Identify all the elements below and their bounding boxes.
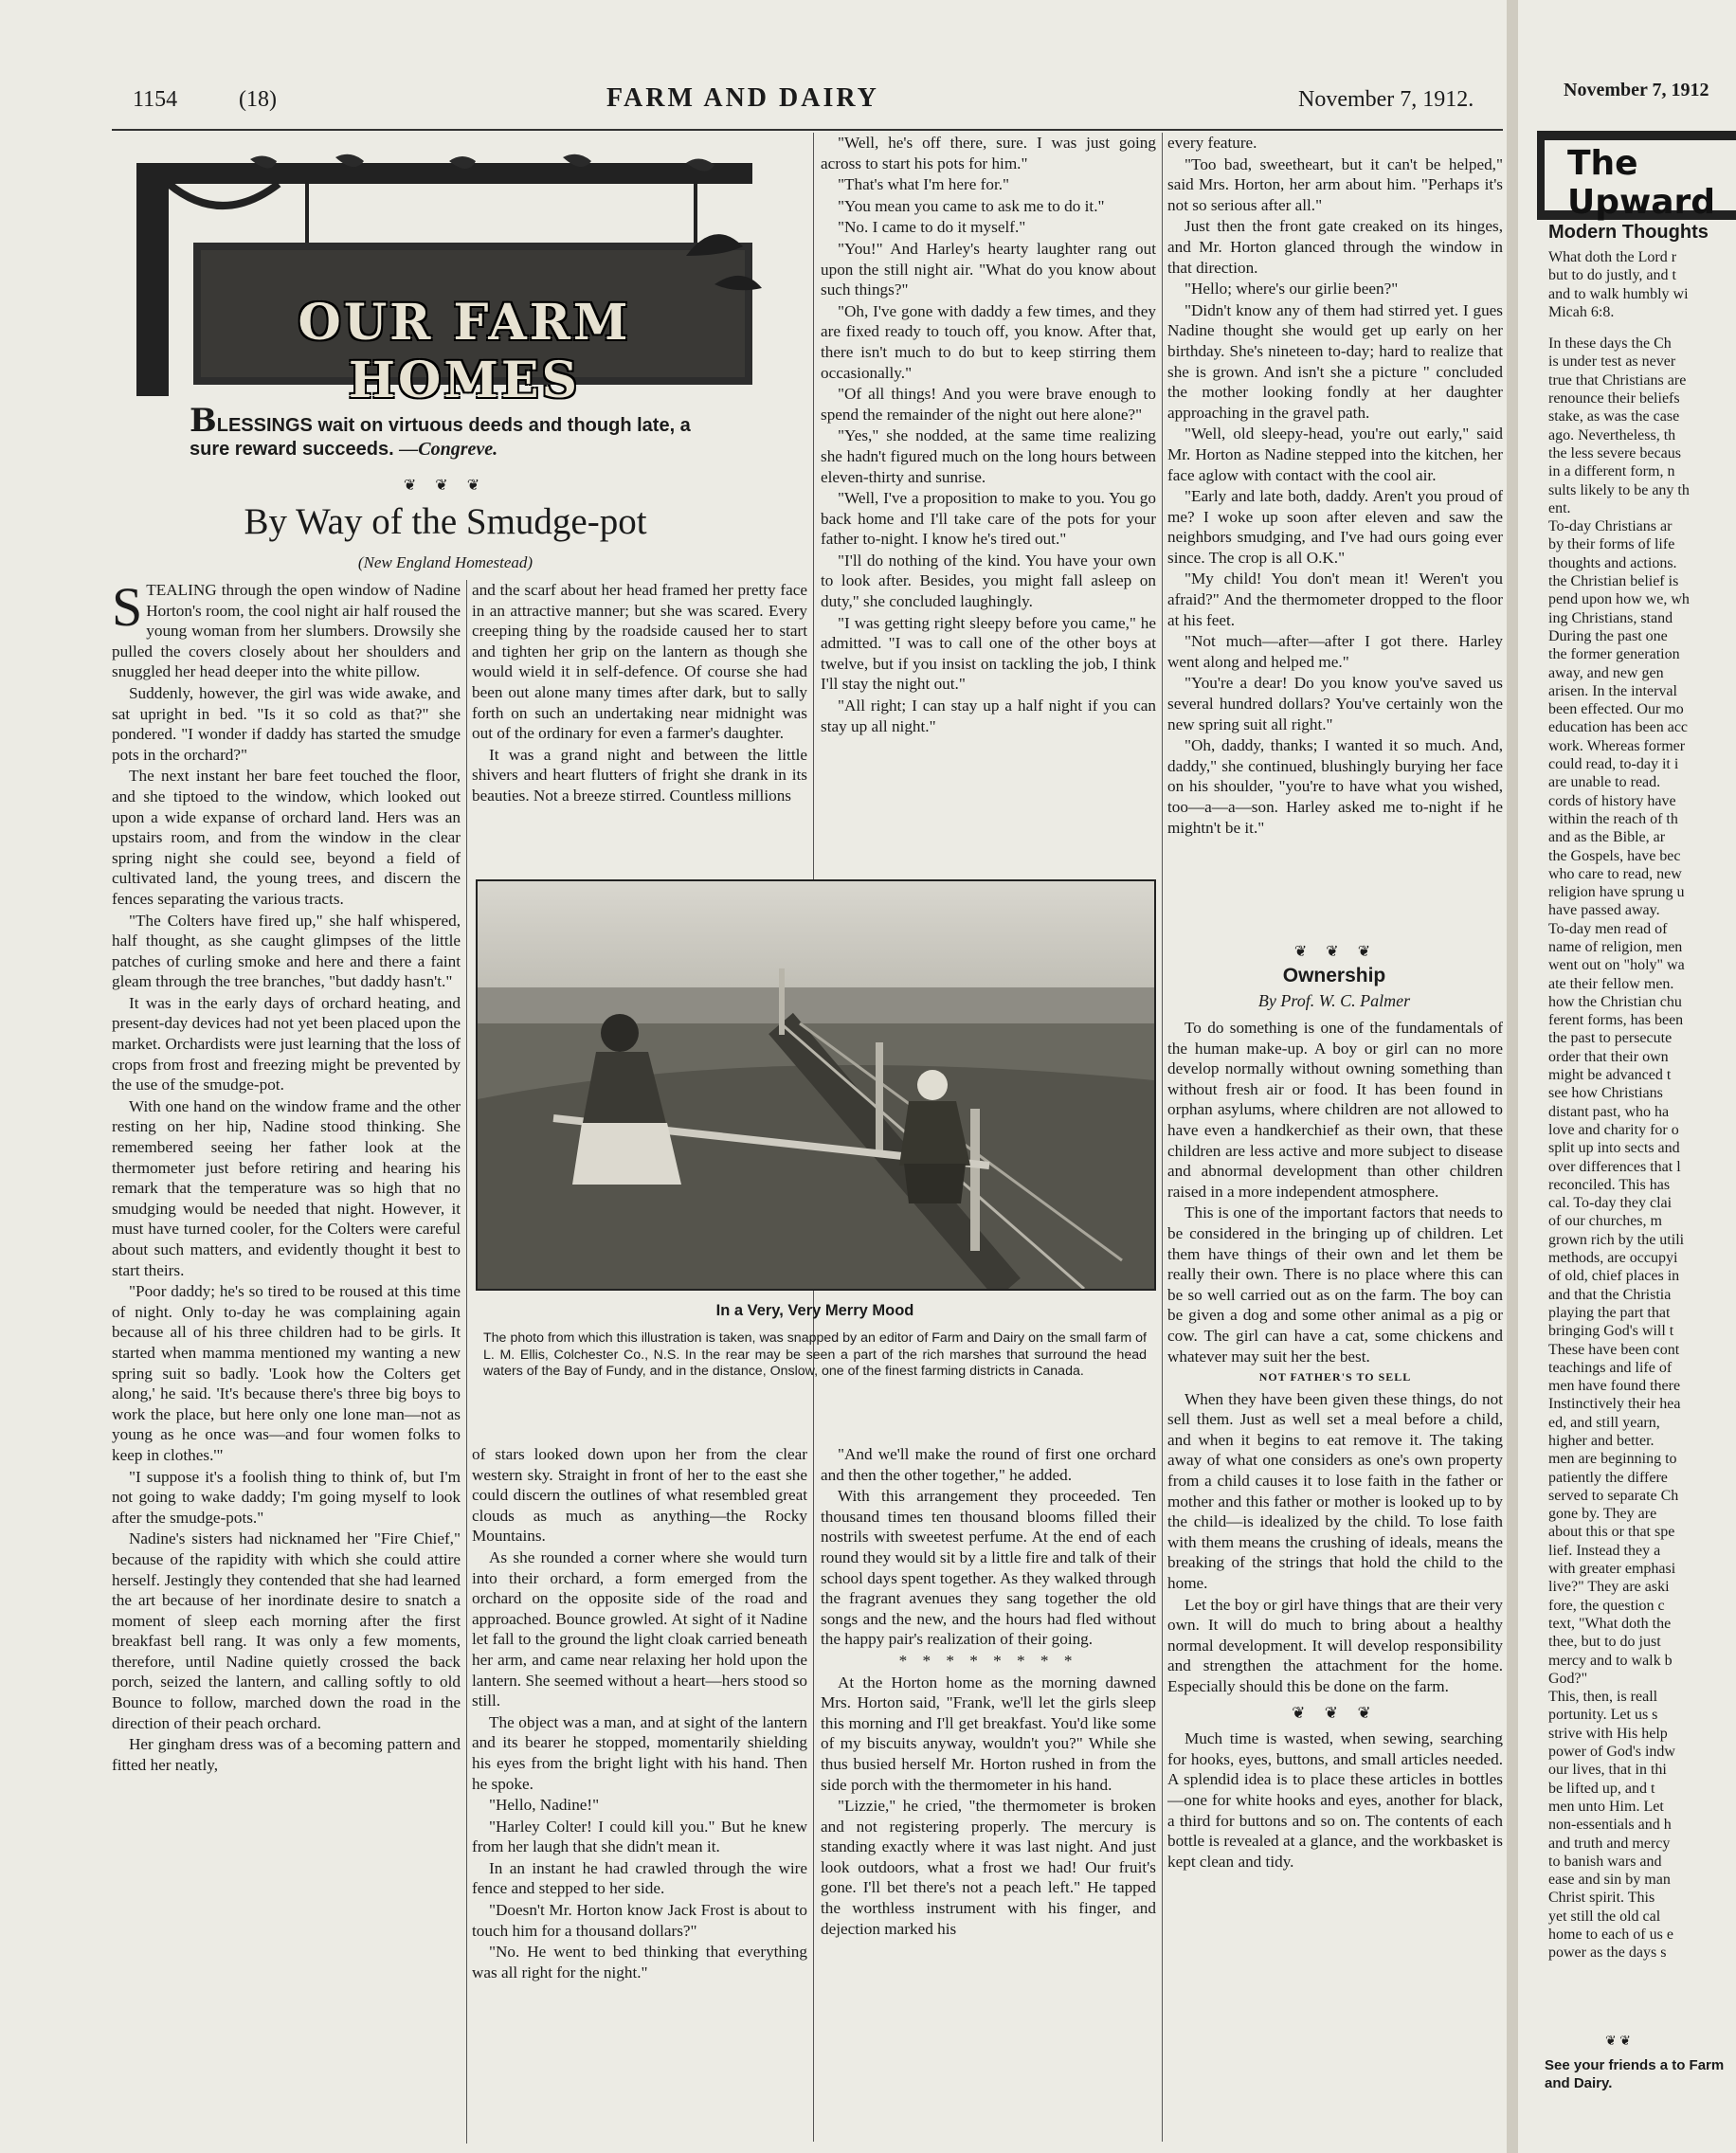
ownership-subhead: NOT FATHER'S TO SELL [1258, 1370, 1412, 1384]
paragraph: "Early and late both, daddy. Aren't you proud of me? I woke up soon after eleven and saw the neighbors smudging, and I've had ours going ever since. The crop is all O.K." [1167, 487, 1503, 567]
paragraph: "Poor daddy; he's so tired to be roused at this time of night. Only to-day he was complaining again because all of his three children had to be girls. It started when mamma mentioned my wanting a new spring suit so badly. 'Look how the Colters get along,' he said. 'It's because there's three big boys to work the place, but here only one lone man—not as young as he once was—and four women folks to keep in clothes.'" [112, 1282, 461, 1464]
facing-page-line: but to do justly, and t [1548, 267, 1676, 284]
facing-page-column [1548, 248, 1736, 1963]
facing-page-line: ing Christians, stand [1548, 609, 1673, 626]
facing-page-line [1548, 321, 1736, 335]
facing-page-line: within the reach of th [1548, 810, 1678, 827]
paragraph: "Oh, I've gone with daddy a few times, and they are fixed ready to touch off, you know. After that, there isn't much to do but to keep stirring them occasionally." [821, 301, 1156, 382]
facing-page-line: ate their fellow men. [1548, 975, 1674, 992]
facing-page-line: grown rich by the utili [1548, 1231, 1685, 1248]
facing-page-line: yet still the old cal [1548, 1908, 1661, 1925]
facing-page-line: teachings and life of [1548, 1359, 1673, 1376]
facing-page-fragment [1518, 0, 1736, 2153]
facing-page-line: sults likely to be any th [1548, 481, 1690, 498]
facing-page-line: What doth the Lord r [1548, 249, 1677, 265]
facing-page-line: pend upon how we, wh [1548, 591, 1690, 608]
publication-title: FARM AND DAIRY [606, 83, 879, 113]
paragraph: "Not much—after—after I got there. Harley went along and helped me." [1167, 632, 1503, 671]
ornament: ❦ ❦ ❦ [1292, 1703, 1379, 1722]
paragraph: Let the boy or girl have things that are their very own. It will do much to bring about a healthy normal development. It will develop responsibility and strengthen the attachment for the home. Especially should this be done on the farm. [1167, 1595, 1503, 1695]
facing-page-line: and truth and mercy [1548, 1835, 1671, 1852]
facing-page-line: name of religion, men [1548, 938, 1683, 955]
facing-page-line: with greater emphasi [1548, 1561, 1676, 1578]
facing-page-line: in a different form, n [1548, 463, 1675, 480]
facing-page-line: mercy and to walk b [1548, 1652, 1673, 1669]
paragraph: "You mean you came to ask me to do it." [838, 196, 1105, 215]
facing-page-line: and to walk humbly wi [1548, 285, 1689, 302]
facing-page-line: patiently the differe [1548, 1469, 1668, 1486]
ornament: ❦ ❦ ❦ [1293, 944, 1379, 960]
facing-page-line: ferent forms, has been [1548, 1012, 1684, 1029]
facing-page-line: These have been cont [1548, 1341, 1680, 1358]
paragraph: "The Colters have fired up," she half whispered, half thought, as she caught glimpses of the little patches of curling smoke and here and there a faint gleam through the tree branches, "but daddy hasn't." [112, 911, 461, 991]
facing-page-line: served to separate Ch [1548, 1487, 1679, 1504]
facing-page-line: the past to persecute [1548, 1030, 1673, 1047]
paragraph: "Well, he's off there, sure. I was just going across to start his pots for him." [821, 134, 1156, 172]
paragraph: Her gingham dress was of a becoming pattern and fitted her neatly, [112, 1735, 461, 1774]
facing-page-line: religion have sprung u [1548, 884, 1685, 901]
facing-page-line: see how Christians [1548, 1085, 1663, 1102]
facing-page-line: work. Whereas former [1548, 737, 1686, 754]
paragraph: Nadine's sisters had nicknamed her "Fire Chief," because of the rapidity with which she could attire herself. Jestingly they contended that she had learned the art because of her inordinate desire to snatch a moment of sleep each morning after the first breakfast bell rang. It was only a few moments, therefore, until Nadine quietly crossed the back porch, seized the lantern, and calling softly to old Bounce to follow, marched down the road in the direction of their peach orchard. [112, 1529, 461, 1732]
facing-page-line: of old, chief places in [1548, 1268, 1680, 1285]
facing-page-line: be lifted up, and t [1548, 1780, 1655, 1797]
facing-page-line: thoughts and actions. [1548, 554, 1677, 571]
facing-page-line: of our churches, m [1548, 1213, 1662, 1230]
epigraph-author: —Congreve. [399, 439, 498, 460]
paragraph: "I'll do nothing of the kind. You have your own to look after. Besides, you might fall asleep on duty," she concluded laughingly. [821, 551, 1156, 611]
facing-page-line: went out on "holy" wa [1548, 957, 1685, 974]
section-number: (18) [239, 87, 277, 112]
paragraph: "And we'll make the round of first one orchard and then the other together," he added. [821, 1445, 1156, 1484]
facing-page-date: November 7, 1912 [1564, 80, 1709, 100]
paragraph: "Of all things! And you were brave enough to spend the remainder of the night out here alone?" [821, 385, 1156, 424]
facing-page-line: about this or that spe [1548, 1524, 1675, 1541]
ownership-title: Ownership [1282, 965, 1386, 986]
facing-page-line: love and charity for o [1548, 1121, 1679, 1138]
ownership-column [1167, 1018, 1503, 2145]
facing-page-line: reconciled. This has [1548, 1176, 1671, 1193]
ownership-byline: By Prof. W. C. Palmer [1257, 991, 1411, 1010]
facing-page-line: methods, are occupyi [1548, 1250, 1678, 1267]
facing-page-line: Instinctively their hea [1548, 1396, 1681, 1413]
facing-page-line: home to each of us e [1548, 1927, 1673, 1944]
facing-page-line: To-day men read of [1548, 920, 1668, 937]
article-column-1 [112, 580, 461, 2151]
facing-page-line: the less severe becaus [1548, 444, 1681, 461]
facing-page-line: order that their own [1548, 1048, 1669, 1065]
facing-page-line: In these days the Ch [1548, 335, 1672, 353]
facing-page-line: text, "What doth the [1548, 1615, 1672, 1632]
facing-page-line: cal. To-day they clai [1548, 1195, 1673, 1212]
facing-page-line: ent. [1548, 499, 1571, 516]
paragraph: of stars looked down upon her from the clear western sky. Straight in front of her to the east she could discern the outlines of what resembled great clouds as much as anything—the Rocky Mountains. [472, 1445, 807, 1546]
paragraph: "Oh, daddy, thanks; I wanted it so much. And, daddy," she continued, blushingly burying her face on his shoulder, "you're to have what you wished, too—a—a—son. Harley asked me to-night if he mightn't be it." [1167, 736, 1503, 837]
dropcap: S [112, 580, 143, 638]
paragraph: every feature. [1167, 134, 1257, 152]
article-title: By Way of the Smudge-pot [244, 501, 647, 542]
facing-page-line: the Christian belief is [1548, 573, 1679, 590]
paragraph: Suddenly, however, the girl was wide awake, and sat upright in bed. "Is it so cold as that?" she pondered. "I wonder if daddy has started the smudge pots in the orchard?" [112, 683, 461, 764]
facing-page-line: stake, as was the case [1548, 408, 1680, 425]
facing-page-line: arisen. In the interval [1548, 682, 1677, 699]
facing-page-line: might be advanced t [1548, 1067, 1672, 1084]
facing-page-line: lief. Instead they a [1548, 1542, 1661, 1559]
paragraph: "Hello, Nadine!" [489, 1796, 600, 1815]
facing-page-line: strive with His help [1548, 1725, 1668, 1742]
paragraph: Just then the front gate creaked on its hinges, and Mr. Horton glanced through the window in that direction. [1167, 217, 1503, 277]
facing-page-line: been effected. Our mo [1548, 701, 1684, 718]
facing-page-line: During the past one [1548, 627, 1668, 644]
facing-page-line: gone by. They are [1548, 1506, 1657, 1523]
facing-page-line: playing the part that [1548, 1304, 1671, 1321]
paragraph: At the Horton home as the morning dawned Mrs. Horton said, "Frank, we'll let the girls sleep this morning and I'll get breakfast. You'd like some of my biscuits anyway, wouldn't you?" While she thus busied herself Mr. Horton rushed in from the side porch with the thermometer in his hand. [821, 1673, 1156, 1794]
paragraph: "That's what I'm here for." [838, 175, 1010, 194]
issue-date: November 7, 1912. [1298, 87, 1474, 112]
facing-page-line: and as the Bible, ar [1548, 829, 1666, 846]
facing-page-line: our lives, that in thi [1548, 1762, 1667, 1779]
paragraph: When they have been given these things, do not sell them. Just as well set a meal before a child, and when it begins to eat remove it. The taking away of what one considers as one's own property from a child causes it to lose faith in the father or mother and this father or mother is looked up to by the child—is idealized by the child. To lose faith with them means the crushing of ideals, means the breaking of the strings that hold the child to the home. [1167, 1389, 1503, 1593]
paragraph: The object was a man, and at sight of the lantern and its bearer he stopped, momentarily shielding his eyes from the bright light with his hand. Then he spoke. [472, 1712, 807, 1793]
paragraph: "You!" And Harley's hearty laughter rang out upon the still night air. "What do you know about such things?" [821, 239, 1156, 299]
facing-page-subhead: Modern Thoughts [1548, 222, 1709, 243]
ornament: ❦ ❦ [1605, 2035, 1631, 2049]
facing-page-line: by their forms of life [1548, 536, 1675, 553]
facing-page-line: is under test as never [1548, 353, 1676, 371]
article-column-2-top [472, 580, 807, 864]
paragraph: In an instant he had crawled through the wire fence and stepped to her side. [472, 1858, 807, 1898]
department-sign-title: OUR FARM HOMES [298, 294, 631, 409]
facing-page-line: ed, and still yearn, [1548, 1414, 1660, 1431]
facing-page-line: portunity. Let us s [1548, 1707, 1658, 1724]
facing-page-line: are unable to read. [1548, 774, 1661, 791]
paragraph: "No. I came to do it myself." [838, 218, 1026, 237]
facing-page-line: ease and sin by man [1548, 1872, 1671, 1889]
facing-page-line: true that Christians are [1548, 371, 1687, 389]
facing-page-line: live?" They are aski [1548, 1579, 1670, 1596]
facing-page-line: ago. Nevertheless, th [1548, 426, 1676, 443]
epigraph-dropcap: B [190, 402, 217, 440]
facing-page-line: split up into sects and [1548, 1140, 1680, 1157]
facing-page-line: To-day Christians ar [1548, 518, 1673, 535]
facing-page-line: men are beginning to [1548, 1451, 1677, 1468]
paragraph: and the scarf about her head framed her pretty face in an attractive manner; but she was scared. Every creeping thing by the roadside caused her to start and tighten her grip on the lantern as though she would wield it in self-defence. Of course she had been out alone many times after dark, but to sally forth on such an undertaking near midnight was out of the ordinary for even a farmer's daughter. [472, 581, 807, 743]
facing-page-line: cords of history have [1548, 792, 1676, 809]
facing-page-line: over differences that l [1548, 1158, 1681, 1175]
household-tip: Much time is wasted, when sewing, searching for hooks, eyes, buttons, and small articles needed. A splendid idea is to place these articles in bottles—one for white hooks and eyes, another for black, a third for buttons and so on. The contents of each bottle is revealed at a glance, and the workbasket is kept clean and tidy. [1167, 1729, 1503, 1871]
facing-page-line: men unto Him. Let [1548, 1798, 1664, 1815]
facing-page-line: bringing God's will t [1548, 1323, 1674, 1340]
facing-page-line: thee, but to do just [1548, 1634, 1661, 1651]
paragraph: To do something is one of the fundamentals of the human make-up. A boy or girl can no more develop normally without owning something than without fresh air or food. It has been found in orphan asylums, where children are not allowed to have even a handkerchief as their own, that these children are less active and more subject to disease and abnormal development than other children raised in a more independent atmosphere. [1167, 1019, 1503, 1201]
paragraph: "I was getting right sleepy before you came," he admitted. "I was to call one of the other boys at twelve, but if you insist on tackling the job, I think I'll stay the night out." [821, 613, 1156, 694]
article-source: (New England Homestead) [357, 553, 533, 571]
facing-page-line: God?" [1548, 1670, 1588, 1687]
paragraph: "Didn't know any of them had stirred yet. I gues Nadine thought she would get up early on her birthday. She's nineteen to-day; hard to realize that she is grown. And isn't she a picture " concluded the mother looking fondly at her daughter approaching in the gravel path. [1167, 300, 1503, 422]
paragraph: The next instant her bare feet touched the floor, and she tiptoed to the window, which looked out upon a wide expanse of orchard land. Hers was an upstairs room, and from the window in the clear spring night she could see, beyond a field of cultivated land, the young trees, and discern the fences separating the various tracts. [112, 767, 461, 908]
photo-caption: The photo from which this illustration is taken, was snapped by an editor of Farm and Dairy on the small farm of L. M. Ellis, Colchester Co., N.S. In the rear may be seen a part of the rich marshes that surround the head waters of the Bay of Fundy, and in the distance, Onslow, one of the finest farming districts in Canada. [483, 1330, 1147, 1379]
photo-caption-title: In a Very, Very Merry Mood [715, 1302, 914, 1319]
paragraph: "Doesn't Mr. Horton know Jack Frost is about to touch him for a thousand dollars?" [472, 1901, 807, 1940]
page-gutter [1507, 0, 1518, 2153]
paragraph: "I suppose it's a foolish thing to think of, but I'm not going to wake daddy; I'm going myself to look after the smudge-pots." [112, 1467, 461, 1527]
header-rule [112, 129, 1503, 131]
facing-page-title: The Upward [1567, 144, 1716, 222]
facing-page-line: Micah 6:8. [1548, 303, 1615, 320]
facing-page-line: renounce their beliefs [1548, 390, 1680, 407]
epigraph-text: LESSINGS wait on virtuous deeds and though late, a sure reward succeeds. [190, 415, 691, 460]
facing-page-line: who care to read, new [1548, 865, 1682, 882]
paragraph: "Yes," she nodded, at the same time realizing she hadn't figured much on the long hours between eleven-thirty and sunrise. [821, 426, 1156, 486]
paragraph: "You're a dear! Do you know you've saved us several hundred dollars? You've certainly won the new spring suit all right." [1167, 674, 1503, 733]
photo-two-girls-on-fence [476, 879, 1156, 1291]
facing-page-line: higher and better. [1548, 1433, 1655, 1449]
article-column-4-top [1167, 133, 1503, 934]
facing-page-line: non-essentials and h [1548, 1817, 1672, 1834]
paragraph: As she rounded a corner where she would turn into their orchard, a form emerged from the orchard on the opposite side of the road and approached. Bounce growled. At sight of it Nadine let fall to the ground the light cloak carried beneath her arm, and came near relaxing her hold upon the lantern. She seemed without a heart—hers stood so still. [472, 1547, 807, 1710]
paragraph: "No. He went to bed thinking that everything was all right for the night." [472, 1943, 807, 1981]
facing-page-line: the former generation [1548, 646, 1680, 663]
paragraph: "Harley Colter! I could kill you." But he knew from her laugh that she didn't mean it. [472, 1817, 807, 1856]
article-column-3-bottom [821, 1444, 1156, 2144]
facing-page-line: could read, to-day it i [1548, 756, 1679, 773]
facing-page-footer: See your friends a to Farm and Dairy. [1545, 2057, 1725, 2091]
paragraph: "My child! You don't mean it! Weren't you afraid?" And the thermometer dropped to the floor at his feet. [1167, 570, 1503, 629]
facing-page-line: how the Christian chu [1548, 993, 1682, 1010]
paragraph: It was in the early days of orchard heating, and present-day devices had not yet been placed upon the market. Orchardists were just learning that the loss of crops from frost and freezing might be prevented by the use of the smudge-pot. [112, 993, 461, 1095]
section-break: * * * * * * * * [898, 1651, 1078, 1670]
paragraph: "All right; I can stay up a half night if you can stay up all night." [821, 697, 1156, 735]
facing-page-line: and that the Christia [1548, 1286, 1672, 1303]
facing-page-line: Christ spirit. This [1548, 1890, 1655, 1907]
facing-page-line: the Gospels, have bec [1548, 847, 1681, 864]
facing-page-line: education has been acc [1548, 719, 1689, 736]
facing-page-line: have passed away. [1548, 902, 1660, 919]
page-number: 1154 [133, 87, 178, 112]
facing-page-line: men have found there [1548, 1378, 1681, 1395]
epigraph [190, 402, 720, 461]
paragraph: This is one of the important factors that needs to be considered in the bringing up of children. Let them have things of their own and let them be really their own. There is no place where this can be so well carried out as on the farm. The boy can be given a dog and some other animal as a pig or cow. The girl can have a cat, some chickens and whatever may suit her the best. [1167, 1203, 1503, 1366]
column-rule [1162, 133, 1163, 2142]
article-column-2-bottom [472, 1444, 807, 2144]
paragraph: "Lizzie," he cried, "the thermometer is broken and not registering properly. The mercury is standing exactly where it was last night. And just look outdoors, what a frost we had! Our fruit's gone. I'll bet there's not a peach left." He tapped the worthless instrument with his finger, and dejection marked his [821, 1797, 1156, 1938]
paragraph: With one hand on the window frame and the other resting on her hip, Nadine stood thinking. She remembered seeing her father look at the thermometer just before retiring and hearing his remark that the temperature was so high that no smudging would be needed that night. However, it must have turned cooler, for the Colters were careful about such matters, and evidently thought it best to start theirs. [112, 1096, 461, 1279]
paragraph: "Well, old sleepy-head, you're out early," said Mr. Horton as Nadine stepped into the kitchen, her face aglow with contact with the cool air. [1167, 425, 1503, 484]
paragraph: It was a grand night and between the little shivers and heart flutters of fright she drank in its beauties. Not a breeze stirred. Countless millions [472, 745, 807, 805]
facing-page-line: distant past, who ha [1548, 1103, 1670, 1120]
paragraph: "Well, I've a proposition to make to you. You go back home and I'll take care of the pots for your father to-night. I know he's tired out." [821, 489, 1156, 549]
paragraph: "Too bad, sweetheart, but it can't be helped," said Mrs. Horton, her arm about him. "Perhaps it's not so serious after all." [1167, 154, 1503, 214]
paragraph: TEALING through the open window of Nadine Horton's room, the cool night air half roused the young woman from her slumbers. Drowsily she pulled the covers closely about her shoulders and snuggled her head deeper into the white pillow. [112, 581, 461, 681]
photo-illustration [478, 881, 1154, 1289]
facing-page-line: power as the days s [1548, 1945, 1667, 1962]
column-rule [466, 580, 467, 2144]
facing-page-line: fore, the question c [1548, 1597, 1665, 1614]
article-column-3-top [821, 133, 1156, 864]
paragraph: With this arrangement they proceeded. Ten thousand times ten thousand blooms filled their nostrils with sweetest perfume. At the end of each round they would sit by a little fire and talk of their school days spent together. As they walked through the fragrant avenues they sang together the old songs and the new, and the hours had fled without the happy pair's realization of their going. [821, 1487, 1156, 1649]
paragraph: "Hello; where's our girlie been?" [1184, 280, 1399, 299]
facing-page-line: This, then, is reall [1548, 1689, 1658, 1706]
facing-page-line: power of God's indw [1548, 1744, 1675, 1761]
ornament: ❦ ❦ ❦ [403, 478, 488, 494]
facing-page-line: to banish wars and [1548, 1853, 1662, 1870]
facing-page-line: away, and new gen [1548, 664, 1664, 681]
